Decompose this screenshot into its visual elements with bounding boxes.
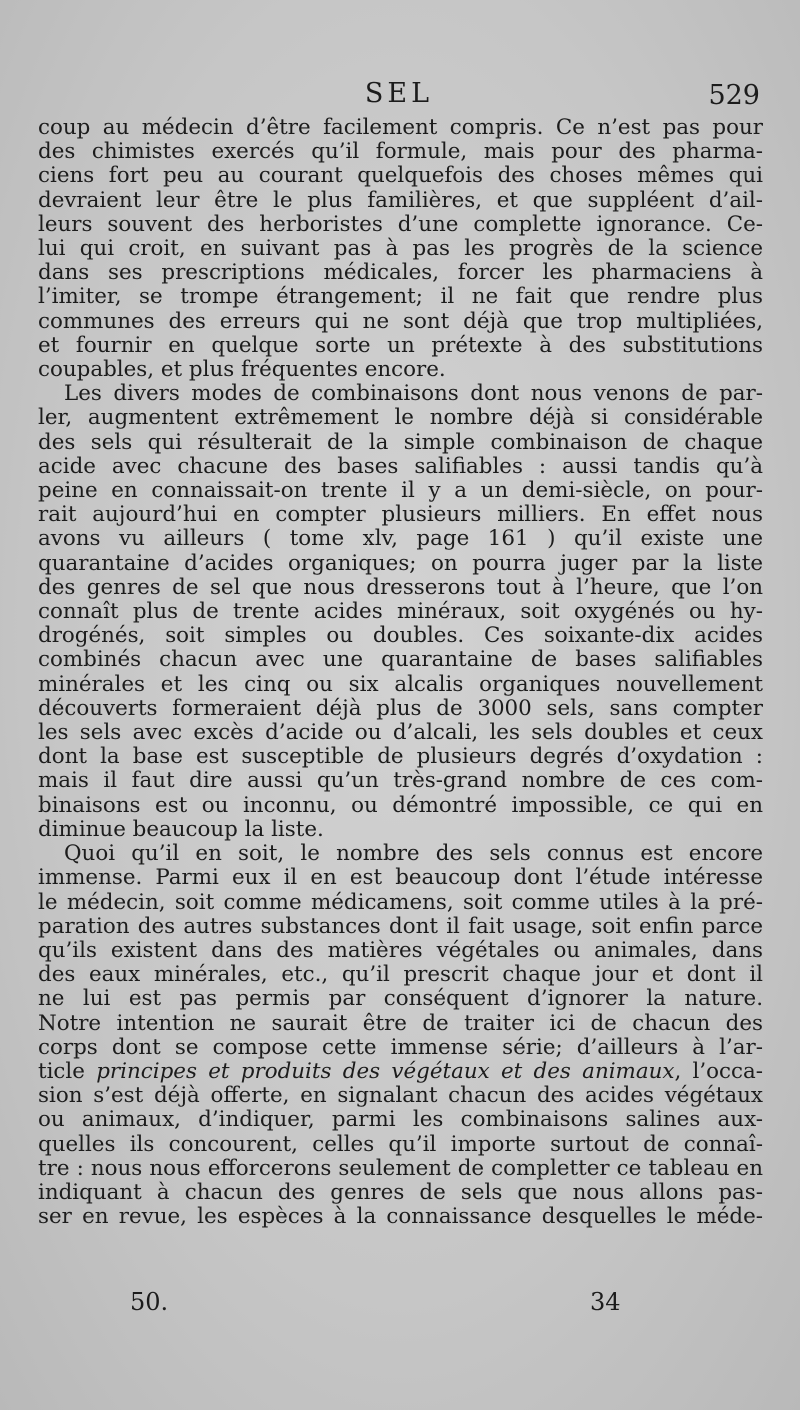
running-title: SEL bbox=[364, 78, 434, 109]
body-text bbox=[38, 116, 763, 1229]
text-line: lui qui croit, en suivant pas à pas les progrès de la science bbox=[38, 236, 763, 262]
text-line: indiquant à chacun des genres de sels que nous allons pas- bbox=[38, 1179, 763, 1205]
text-line: le médecin, soit comme médicamens, soit comme utiles à la pré- bbox=[38, 889, 763, 915]
text-line: corps dont se compose cette immense série; d’ailleurs à l’ar- bbox=[38, 1034, 763, 1060]
text-line: Notre intention ne saurait être de traiter ici de chacun des bbox=[38, 1010, 763, 1036]
text-line: ou animaux, d’indiquer, parmi les combinaisons salines aux- bbox=[38, 1107, 763, 1133]
text-line: ne lui est pas permis par conséquent d’ignorer la nature. bbox=[38, 986, 763, 1012]
signature-mark: 50. bbox=[130, 1288, 169, 1316]
text-line: des genres de sel que nous dresserons tout à l’heure, que l’on bbox=[38, 574, 763, 600]
text-line: des eaux minérales, etc., qu’il prescrit chaque jour et dont il bbox=[38, 962, 763, 988]
text-line: des chimistes exercés qu’il formule, mais pour des pharma- bbox=[38, 139, 763, 165]
italic-article-title: principes et produits des végétaux et des animaux bbox=[96, 1058, 675, 1084]
sheet-number: 34 bbox=[590, 1288, 621, 1316]
text-line: qu’ils existent dans des matières végétales ou animales, dans bbox=[38, 937, 763, 963]
text-line: tre : nous nous efforcerons seulement de completter ce tableau en bbox=[38, 1155, 763, 1181]
text-line: des sels qui résulterait de la simple combinaison de chaque bbox=[38, 429, 763, 455]
text-line: découverts formeraient déjà plus de 3000 sels, sans compter bbox=[38, 695, 763, 721]
text-line: rait aujourd’hui en compter plusieurs milliers. En effet nous bbox=[38, 502, 763, 528]
text-line: quelles ils concourent, celles qu’il importe surtout de connaî- bbox=[38, 1131, 763, 1157]
text-line: ser en revue, les espèces à la connaissance desquelles le méde- bbox=[38, 1204, 763, 1230]
paragraph-3 bbox=[38, 842, 763, 1229]
text-line: leurs souvent des herboristes d’une complette ignorance. Ce- bbox=[38, 211, 763, 237]
text-line: immense. Parmi eux il en est beaucoup dont l’étude intéresse bbox=[38, 865, 763, 891]
text-line: binaisons est ou inconnu, ou démontré impossible, ce qui en bbox=[38, 792, 763, 818]
text-fragment: ticle bbox=[38, 1058, 97, 1084]
text-line: avons vu ailleurs ( tome xlv, page 161 ) qu’il existe une bbox=[38, 526, 763, 552]
text-line: sion s’est déjà offerte, en signalant chacun des acides végétaux bbox=[38, 1083, 763, 1109]
text-line: acide avec chacune des bases salifiables : aussi tandis qu’à bbox=[38, 453, 763, 479]
text-line: mais il faut dire aussi qu’un très-grand nombre de ces com- bbox=[38, 768, 763, 794]
text-line: drogénés, soit simples ou doubles. Ces soixante-dix acides bbox=[38, 623, 763, 649]
text-line: peine en connaissait-on trente il y a un demi-siècle, on pour- bbox=[38, 478, 763, 504]
paragraph-1 bbox=[38, 116, 763, 382]
text-line: ciens fort peu au courant quelquefois des choses mêmes qui bbox=[38, 163, 763, 189]
text-line-with-italic bbox=[38, 1060, 763, 1084]
text-line: coupables, et plus fréquentes encore. bbox=[38, 357, 446, 383]
text-line: Les divers modes de combinaisons dont nous venons de par- bbox=[64, 381, 763, 407]
text-line: ler, augmentent extrêmement le nombre déjà si considérable bbox=[38, 405, 763, 431]
text-line: connaît plus de trente acides minéraux, soit oxygénés ou hy- bbox=[38, 599, 763, 625]
text-line: quarantaine d’acides organiques; on pourra juger par la liste bbox=[38, 550, 763, 576]
text-line: coup au médecin d’être facilement compris. Ce n’est pas pour bbox=[38, 115, 763, 140]
text-line: dont la base est susceptible de plusieurs degrés d’oxydation : bbox=[38, 744, 763, 770]
text-fragment: , l’occa- bbox=[674, 1058, 764, 1084]
text-line: Quoi qu’il en soit, le nombre des sels connus est encore bbox=[64, 841, 763, 867]
text-line: devraient leur être le plus familières, et que suppléent d’ail- bbox=[38, 187, 763, 213]
page-footer bbox=[38, 1284, 763, 1320]
text-line: diminue beaucoup la liste. bbox=[38, 816, 324, 842]
page-header bbox=[38, 78, 760, 114]
text-line: paration des autres substances dont il fait usage, soit enfin parce bbox=[38, 913, 763, 939]
text-line: communes des erreurs qui ne sont déjà que trop multipliées, bbox=[38, 308, 763, 334]
text-line: l’imiter, se trompe étrangement; il ne fait que rendre plus bbox=[38, 284, 763, 310]
text-line: combinés chacun avec une quarantaine de bases salifiables bbox=[38, 647, 763, 673]
text-line: minérales et les cinq ou six alcalis organiques nouvellement bbox=[38, 671, 763, 697]
paragraph-2 bbox=[38, 382, 763, 842]
page-number: 529 bbox=[708, 80, 760, 111]
text-line: et fournir en quelque sorte un prétexte à des substitutions bbox=[38, 332, 763, 358]
text-line: dans ses prescriptions médicales, forcer les pharmaciens à bbox=[38, 260, 763, 286]
text-line: les sels avec excès d’acide ou d’alcali, les sels doubles et ceux bbox=[38, 720, 763, 746]
